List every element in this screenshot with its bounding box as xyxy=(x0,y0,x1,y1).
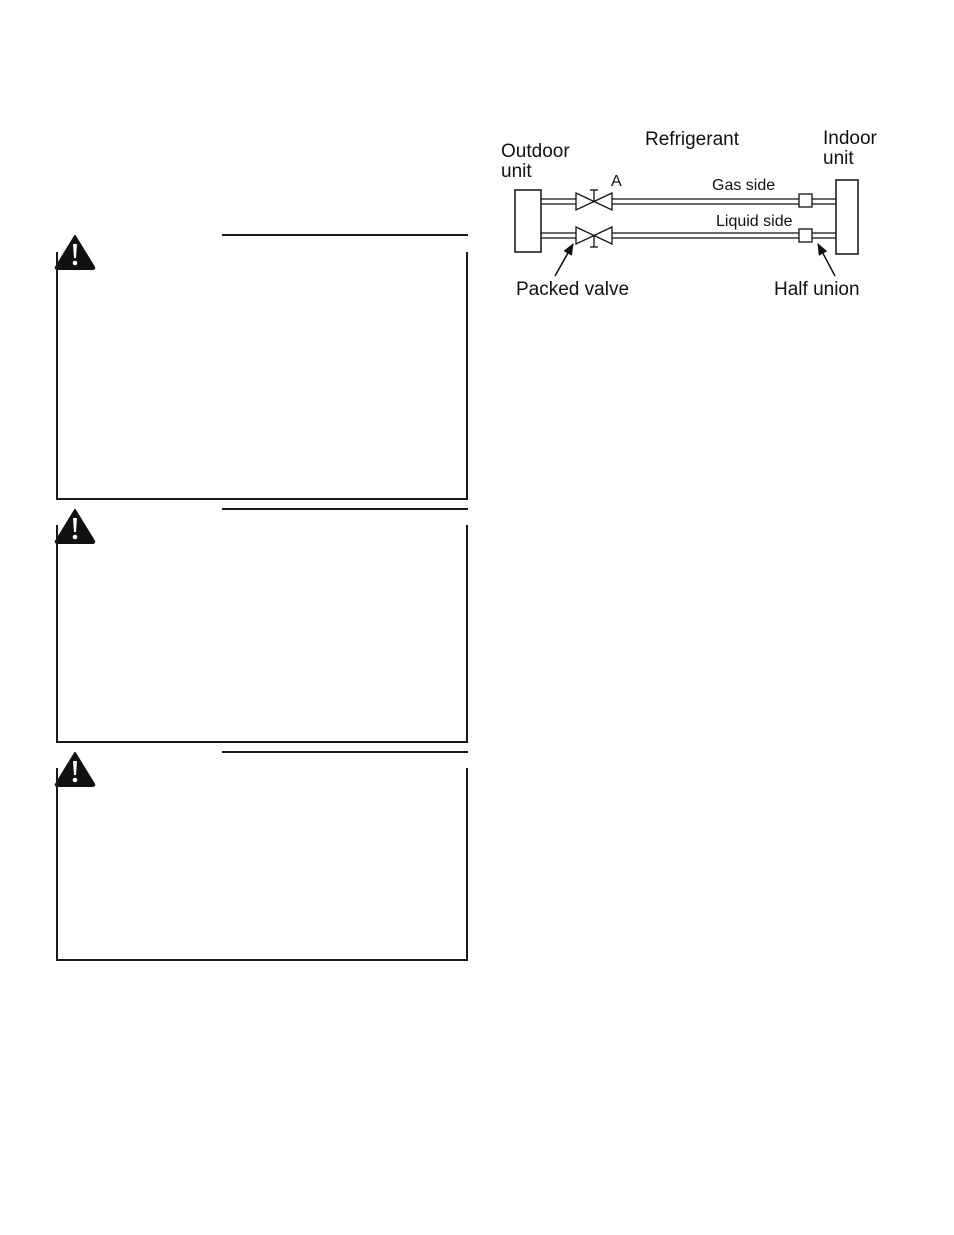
warning-box xyxy=(56,252,468,500)
warning-box-top-rule xyxy=(222,234,468,236)
warning-box-top-rule xyxy=(222,508,468,510)
indoor-unit-box xyxy=(836,180,858,254)
gas-side-valve-icon xyxy=(576,190,612,210)
gas-side-half-union xyxy=(799,194,812,207)
liquid-side-label: Liquid side xyxy=(716,213,793,230)
warning-block xyxy=(54,234,468,500)
indoor-unit-label-line1: Indoor xyxy=(823,128,877,149)
outdoor-unit-label-line1: Outdoor xyxy=(501,141,570,162)
indoor-unit-label-line2: unit xyxy=(823,148,854,169)
packed-valve-label: Packed valve xyxy=(516,279,630,300)
point-a-label: A xyxy=(611,173,622,190)
liquid-side-valve-icon xyxy=(576,227,612,247)
gas-side-label: Gas side xyxy=(712,177,776,194)
liquid-side-half-union xyxy=(799,229,812,242)
half-union-label: Half union xyxy=(774,279,860,300)
refrigerant-label: Refrigerant xyxy=(645,129,739,150)
outdoor-unit-label-line2: unit xyxy=(501,161,532,182)
warning-block xyxy=(54,751,468,961)
warning-box xyxy=(56,768,468,961)
warning-box xyxy=(56,525,468,743)
half-union-arrow xyxy=(818,244,835,276)
warning-box-top-rule xyxy=(222,751,468,753)
packed-valve-arrow xyxy=(555,244,573,276)
refrigerant-piping-diagram xyxy=(495,120,895,310)
warning-block xyxy=(54,508,468,743)
outdoor-unit-box xyxy=(515,190,541,252)
